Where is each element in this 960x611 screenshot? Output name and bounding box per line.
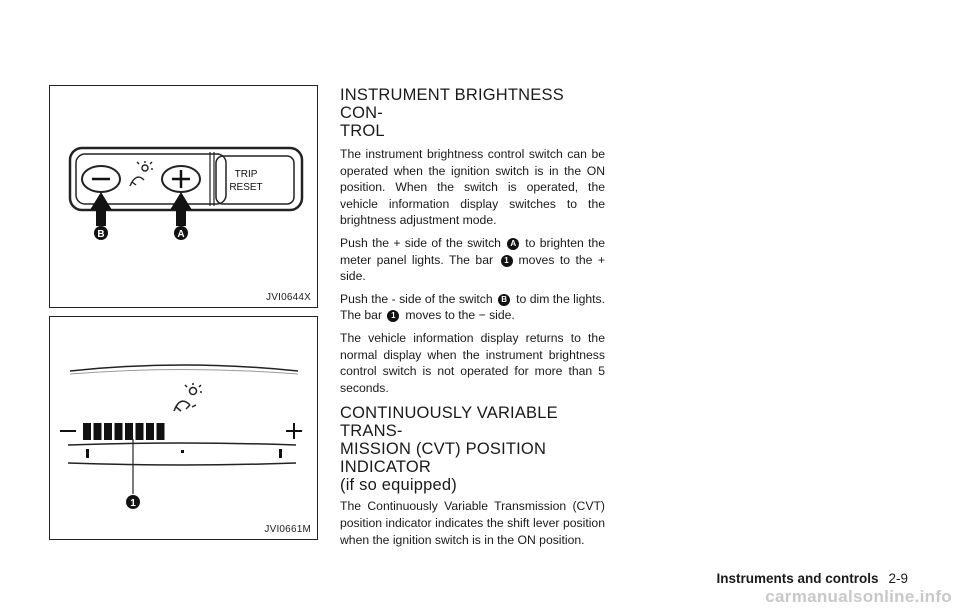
brighten-paragraph: Push the + side of the switch A to brighten the meter panel lights. The bar 1 moves to the + side. xyxy=(340,235,606,284)
switch-panel-illustration xyxy=(50,86,316,306)
switch-panel-figure xyxy=(49,85,318,308)
footer-section-name: Instruments and controls xyxy=(716,571,879,586)
callout-1-mark: 1 xyxy=(387,310,399,322)
bar-segment xyxy=(115,423,123,440)
text-column xyxy=(340,86,605,548)
callout-b-mark: B xyxy=(498,294,510,306)
brightness-icon xyxy=(130,161,153,186)
bar-segment xyxy=(157,423,165,440)
callout-1: 1 xyxy=(130,498,136,509)
brightness-intro-paragraph: The instrument brightness control switch can be operated when the ignition switch is in the ON position. When the switch is operated, the vehicle information display switches to the brightness adjustment mode. xyxy=(340,147,605,228)
bar-segment xyxy=(83,423,91,440)
figure-code: JVI0661M xyxy=(264,524,311,535)
brightness-bar xyxy=(83,423,165,440)
watermark: carmanualsonline.info xyxy=(765,587,952,606)
trip-label: TRIP xyxy=(234,169,258,180)
callout-1-mark: 1 xyxy=(501,255,513,267)
dim-paragraph: Push the - side of the switch B to dim the lights. The bar 1 moves to the − side. xyxy=(340,291,605,323)
section-heading-cvt: CONTINUOUSLY VARIABLE TRANS- MISSION (CVT) POSITION INDICATOR (if so equipped) xyxy=(340,404,558,495)
bar-segment xyxy=(104,423,112,440)
brightness-icon xyxy=(174,383,202,411)
figure-code: JVI0644X xyxy=(266,292,311,303)
arrow-b xyxy=(90,192,112,226)
page-footer xyxy=(716,571,908,586)
page-number: 2-9 xyxy=(888,571,908,586)
brightness-display-illustration xyxy=(50,317,316,537)
arrow-a xyxy=(170,192,192,226)
section-heading-brightness: INSTRUMENT BRIGHTNESS CON- TROL xyxy=(340,86,564,140)
callout-a: A xyxy=(177,229,185,240)
brightness-display-figure xyxy=(49,316,318,540)
reset-label: RESET xyxy=(229,182,263,193)
callout-b: B xyxy=(97,229,105,240)
bar-segment xyxy=(136,423,144,440)
cvt-paragraph: The Continuously Variable Transmission (CVT) position indicator indicates the shift lever position when the ignition switch is in the ON position. xyxy=(340,499,605,547)
callout-a-mark: A xyxy=(507,238,519,250)
bar-segment xyxy=(94,423,102,440)
bar-segment xyxy=(125,423,133,440)
timeout-paragraph: The vehicle information display returns to the normal display when the instrument brightness control switch is not operated for more than 5 seconds. xyxy=(340,330,605,395)
bar-segment xyxy=(146,423,154,440)
